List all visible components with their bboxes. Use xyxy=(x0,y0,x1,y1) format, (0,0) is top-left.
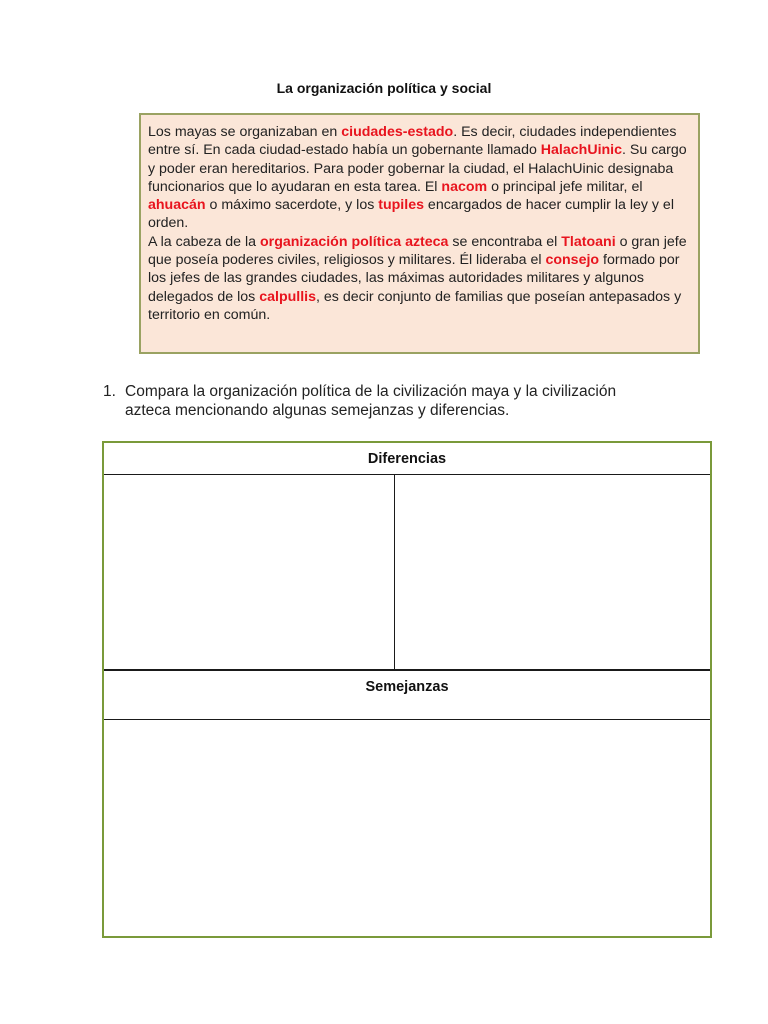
info-text: A la cabeza de la xyxy=(148,233,261,250)
info-text: o máximo sacerdote, y los xyxy=(205,197,379,214)
highlight-term: HalachUinic xyxy=(540,142,623,159)
question-text: Compara la organización política de la civilización maya y la civilización xyxy=(125,383,617,400)
cell-diferencias-azteca[interactable] xyxy=(395,475,710,669)
cell-diferencias-maya[interactable] xyxy=(104,475,394,669)
info-text: Los mayas se organizaban en xyxy=(148,124,342,140)
question xyxy=(103,382,723,420)
info-text: o principal jefe militar, el xyxy=(487,178,643,195)
info-paragraph-maya xyxy=(148,123,690,233)
page-title: La organización política y social xyxy=(276,80,492,96)
header-semejanzas: Semejanzas xyxy=(365,679,449,695)
highlight-term: nacom xyxy=(441,178,488,195)
info-box xyxy=(139,113,700,354)
info-text: , es decir conjunto de familias que poseían antepasados y territorio en común. xyxy=(148,288,682,323)
header-diferencias: Diferencias xyxy=(367,451,447,467)
info-text: encargados de hacer cumplir la ley y el orden. xyxy=(148,197,674,232)
highlight-term: ciudades-estado xyxy=(341,124,454,140)
highlight-term: calpullis xyxy=(259,288,317,305)
info-text: se encontraba el xyxy=(448,233,562,250)
info-text: formado por los jefes de las grandes ciudades, las máximas autoridades militares y algunos delegados de los xyxy=(148,252,680,305)
info-text: . Es decir, ciudades independientes entre sí. En cada ciudad-estado había un gobernante llamado xyxy=(148,124,677,159)
info-text: o gran jefe que poseía poderes civiles, religiosos y militares. Él lideraba el xyxy=(148,233,687,269)
info-paragraph-azteca xyxy=(148,233,690,324)
question-line-2: azteca mencionando algunas semejanzas y diferencias. xyxy=(125,402,510,419)
info-text: . Su cargo y poder eran hereditarios. Para poder gobernar la ciudad, el HalachUinic designaba funcionarios que lo ayudaran en esta tarea. El xyxy=(148,142,687,195)
comparison-table xyxy=(102,441,712,938)
question-line-1 xyxy=(103,382,723,401)
divider xyxy=(104,669,710,671)
highlight-term: Tlatoani xyxy=(561,233,616,250)
highlight-term: consejo xyxy=(545,252,600,269)
highlight-term: organización política azteca xyxy=(260,233,449,250)
highlight-term: tupiles xyxy=(378,197,424,214)
question-number: 1. xyxy=(103,383,116,400)
cell-semejanzas[interactable] xyxy=(104,720,710,936)
highlight-term: ahuacán xyxy=(148,197,206,214)
